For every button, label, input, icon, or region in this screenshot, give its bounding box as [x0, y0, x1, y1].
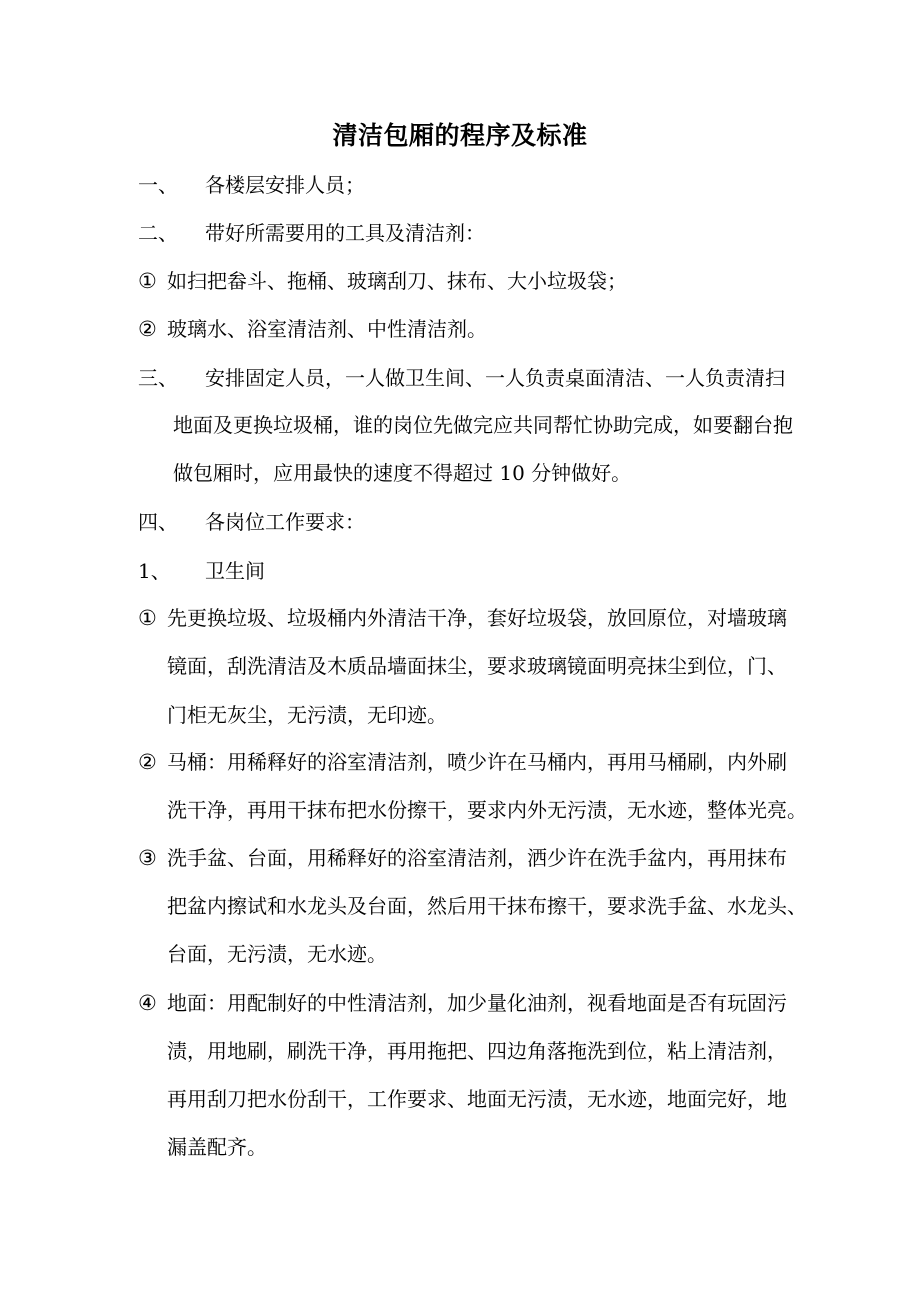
requirement-4-line-1: 地面：用配制好的中性清洁剂，加少量化油剂，视看地面是否有玩固污: [167, 991, 787, 1015]
requirement-4-line-4: 漏盖配齐。: [167, 1135, 267, 1159]
section-text-1: 各楼层安排人员；: [205, 173, 365, 197]
requirement-4-line-3: 再用刮刀把水份刮干，工作要求、地面无污渍，无水迹，地面完好，地: [167, 1087, 787, 1111]
requirement-3-line-3: 台面，无污渍，无水迹。: [167, 942, 387, 966]
requirement-1-line-3: 门柜无灰尘，无污渍，无印迹。: [167, 703, 447, 727]
section-3-line-2: 地面及更换垃圾桶，谁的岗位先做完应共同帮忙协助完成，如要翻台抱: [173, 413, 793, 437]
tools-item-2-text: 玻璃水、浴室清洁剂、中性清洁剂。: [167, 317, 487, 341]
section-3-line-1: 安排固定人员，一人做卫生间、一人负责桌面清洁、一人负责清扫: [205, 366, 785, 390]
section-number-4: 四、: [138, 510, 178, 534]
requirement-1-line-1: 先更换垃圾、垃圾桶内外清洁干净，套好垃圾袋，放回原位，对墙玻璃: [167, 606, 787, 630]
section-number-3: 三、: [138, 366, 178, 390]
requirement-3-line-2: 把盆内擦试和水龙头及台面，然后用干抹布擦干，要求洗手盆、水龙头、: [167, 894, 807, 918]
subsection-number-1: 1、: [138, 559, 171, 583]
requirement-1-line-2: 镜面，刮洗清洁及木质品墙面抹尘，要求玻璃镜面明亮抹尘到位，门、: [167, 654, 787, 678]
requirement-3-line-1: 洗手盆、台面，用稀释好的浴室清洁剂，洒少许在洗手盆内，再用抹布: [167, 846, 787, 870]
section-number-1: 一、: [138, 173, 178, 197]
requirement-1-marker: ①: [138, 606, 157, 630]
section-number-2: 二、: [138, 221, 178, 245]
section-3-line-3: 做包厢时，应用最快的速度不得超过 10 分钟做好。: [173, 461, 632, 485]
requirement-2-line-1: 马桶：用稀释好的浴室清洁剂，喷少许在马桶内，再用马桶刷，内外刷: [167, 750, 787, 774]
requirement-4-marker: ④: [138, 991, 157, 1015]
subsection-text-1: 卫生间: [205, 559, 265, 583]
document-title: 清洁包厢的程序及标准: [332, 121, 588, 150]
requirement-2-marker: ②: [138, 750, 157, 774]
tools-item-1-marker: ①: [138, 269, 157, 293]
tools-item-2-marker: ②: [138, 317, 157, 341]
tools-item-1-text: 如扫把畚斗、拖桶、玻璃刮刀、抹布、大小垃圾袋；: [167, 269, 627, 293]
requirement-4-line-2: 渍，用地刷，刷洗干净，再用拖把、四边角落拖洗到位，粘上清洁剂，: [167, 1039, 787, 1063]
section-text-2: 带好所需要用的工具及清洁剂：: [205, 221, 485, 245]
section-text-4: 各岗位工作要求：: [205, 510, 365, 534]
requirement-2-line-2: 洗干净，再用干抹布把水份擦干，要求内外无污渍，无水迹，整体光亮。: [167, 798, 807, 822]
requirement-3-marker: ③: [138, 846, 157, 870]
